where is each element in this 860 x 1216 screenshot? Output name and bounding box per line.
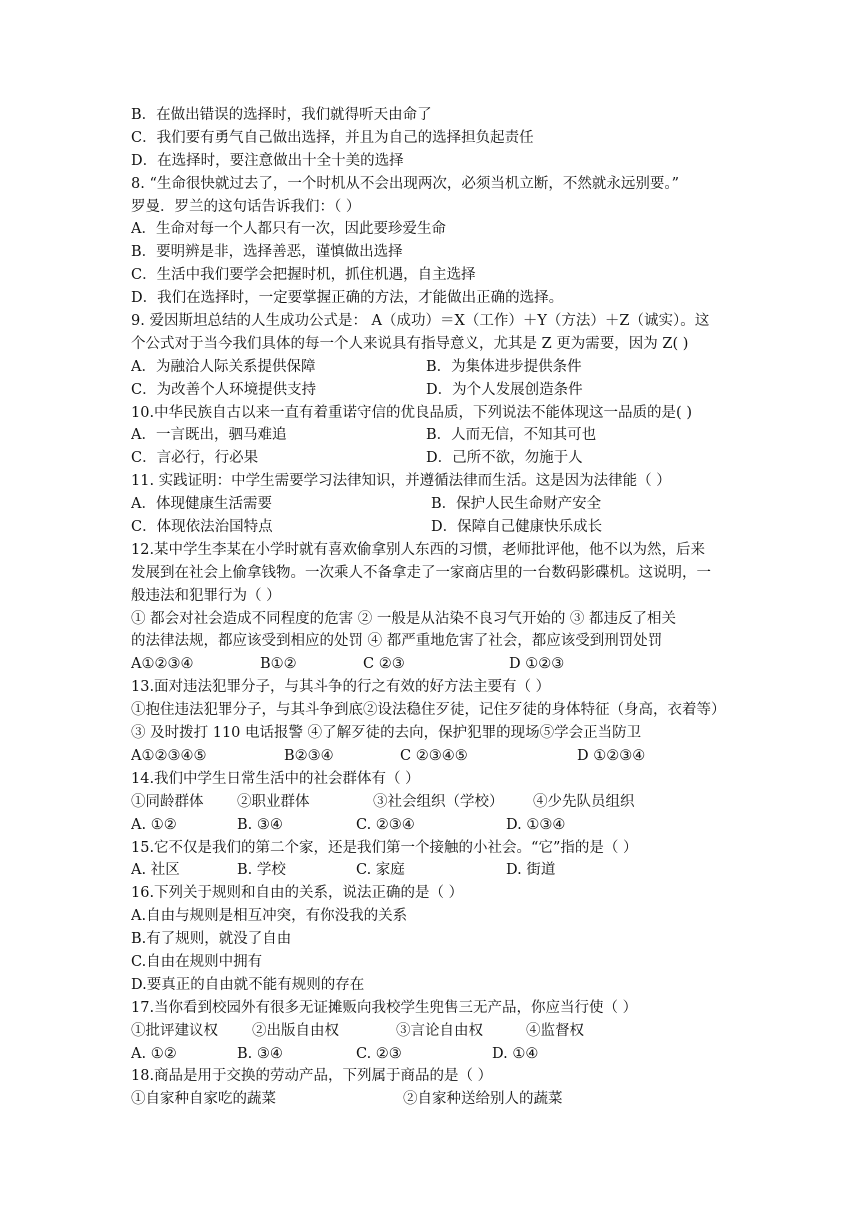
q10-option-d: D．己所不欲，勿施于人 bbox=[426, 450, 583, 467]
q17-option-c: C. ②③ bbox=[356, 1045, 402, 1062]
q11-options-row1 bbox=[131, 493, 736, 516]
q7-option-d: D．在选择时，要注意做出十全十美的选择 bbox=[131, 152, 404, 169]
q17-statement-1: ①批评建议权 bbox=[131, 1022, 218, 1039]
q18-stem: 18.商品是用于交换的劳动产品，下列属于商品的是（ ） bbox=[131, 1068, 493, 1085]
q14-option-c: C. ②③④ bbox=[356, 816, 415, 833]
q17-option-d: D. ①④ bbox=[492, 1045, 539, 1062]
q16-option-c: C.自由在规则中拥有 bbox=[131, 953, 263, 970]
q17-option-a: A. ①② bbox=[131, 1045, 177, 1062]
q13-statements-cont: ③ 及时拨打 110 电话报警 ④了解歹徒的去向，保护犯罪的现场⑤学会正当防卫 bbox=[131, 725, 642, 742]
q12-options bbox=[131, 653, 736, 676]
q18-statement-2: ②自家种送给别人的蔬菜 bbox=[403, 1091, 563, 1108]
q16-stem: 16.下列关于规则和自由的关系，说法正确的是（ ） bbox=[131, 885, 464, 902]
q13-option-b: B②③④ bbox=[284, 747, 334, 764]
q12-stem-cont: 发展到在社会上偷拿钱物。一次乘人不备拿走了一家商店里的一台数码影碟机。这说明，一 bbox=[131, 564, 711, 581]
q9-stem: 9. 爱因斯坦总结的人生成功公式是： A（成功）＝X（工作）＋Y（方法）＋Z（诚实）。这 bbox=[131, 313, 710, 330]
q15-option-d: D. 街道 bbox=[506, 862, 556, 879]
q8-stem: 8. “生命很快就过去了，一个时机从不会出现两次，必须当机立断，不然就永远别要。” bbox=[131, 175, 680, 192]
q13-option-d: D ①②③④ bbox=[577, 747, 646, 764]
q10-options-row2 bbox=[131, 447, 736, 470]
q15-stem: 15.它不仅是我们的第二个家，还是我们第一个接触的小社会。“它”指的是（ ） bbox=[131, 839, 638, 856]
q17-option-b: B. ③④ bbox=[237, 1045, 283, 1062]
question-body bbox=[131, 104, 736, 1111]
q16-option-a: A.自由与规则是相互冲突，有你没我的关系 bbox=[131, 908, 408, 925]
q14-statement-2: ②职业群体 bbox=[237, 793, 310, 810]
q14-statement-1: ①同龄群体 bbox=[131, 793, 204, 810]
q9-option-a: A．为融洽人际关系提供保障 bbox=[131, 358, 316, 375]
q14-options bbox=[131, 814, 736, 837]
q9-options-row2 bbox=[131, 379, 736, 402]
q14-statements bbox=[131, 791, 736, 814]
q12-stem: 12.某中学生李某在小学时就有喜欢偷拿别人东西的习惯，老师批评他，他不以为然，后来 bbox=[131, 541, 706, 558]
q9-option-c: C．为改善个人环境提供支持 bbox=[131, 381, 317, 398]
q12-option-a: A①②③④ bbox=[131, 656, 194, 673]
q7-option-b: B．在做出错误的选择时，我们就得听天由命了 bbox=[131, 107, 432, 123]
q12-stem-end: 般违法和犯罪行为（ ） bbox=[131, 587, 281, 604]
q10-stem: 10.中华民族自古以来一直有着重诺守信的优良品质，下列说法不能体现这一品质的是( ) bbox=[131, 404, 692, 421]
q14-option-a: A. ①② bbox=[131, 816, 177, 833]
q17-statement-4: ④监督权 bbox=[526, 1022, 584, 1039]
q14-option-d: D. ①③④ bbox=[506, 816, 566, 833]
q13-option-c: C ②③④⑤ bbox=[400, 747, 468, 764]
q11-option-a: A．体现健康生活需要 bbox=[131, 496, 272, 513]
q9-options-row1 bbox=[131, 356, 736, 379]
q13-stem: 13.面对违法犯罪分子，与其斗争的行之有效的好方法主要有（ ） bbox=[131, 679, 551, 696]
q8-option-a: A．生命对每一个人都只有一次，因此要珍爱生命 bbox=[131, 221, 446, 238]
q18-statements bbox=[131, 1088, 736, 1111]
q9-stem-cont: 个公式对于当今我们具体的每一个人来说具有指导意义，尤其是 Z 更为需要，因为 Z( ) bbox=[131, 335, 689, 352]
q15-options bbox=[131, 859, 736, 882]
q16-option-d: D.要真正的自由就不能有规则的存在 bbox=[131, 976, 365, 993]
q15-option-b: B. 学校 bbox=[237, 862, 286, 879]
q12-statements: ① 都会对社会造成不同程度的危害 ② 一般是从沾染不良习气开始的 ③ 都违反了相关 bbox=[131, 610, 677, 627]
q12-option-c: C ②③ bbox=[363, 656, 405, 673]
q16-option-b: B.有了规则，就没了自由 bbox=[131, 931, 292, 948]
q9-option-b: B．为集体进步提供条件 bbox=[426, 358, 582, 375]
q11-stem: 11. 实践证明：中学生需要学习法律知识，并遵循法律而生活。这是因为法律能（ ） bbox=[131, 473, 671, 490]
q7-option-c: C．我们要有勇气自己做出选择，并且为自己的选择担负起责任 bbox=[131, 129, 534, 146]
q8-option-b: B．要明辨是非，选择善恶，谨慎做出选择 bbox=[131, 244, 403, 261]
q17-stem: 17.当你看到校园外有很多无证摊贩向我校学生兜售三无产品，你应当行使（ ） bbox=[131, 999, 638, 1016]
q17-statement-2: ②出版自由权 bbox=[252, 1022, 339, 1039]
q9-option-d: D．为个人发展创造条件 bbox=[426, 381, 583, 398]
q15-option-a: A. 社区 bbox=[131, 862, 180, 879]
q11-option-b: B．保护人民生命财产安全 bbox=[431, 496, 602, 513]
q14-statement-4: ④少先队员组织 bbox=[533, 793, 635, 810]
q10-options-row1 bbox=[131, 424, 736, 447]
q15-option-c: C. 家庭 bbox=[356, 862, 405, 879]
q10-option-a: A．一言既出，驷马难追 bbox=[131, 427, 287, 444]
q10-option-c: C．言必行，行必果 bbox=[131, 450, 259, 467]
q17-statements bbox=[131, 1020, 736, 1043]
q14-option-b: B. ③④ bbox=[237, 816, 283, 833]
q13-statements: ①抱住违法犯罪分子，与其斗争到底②设法稳住歹徒，记住歹徒的身体特征（身高，衣着等） bbox=[131, 702, 726, 719]
q12-statements-cont: 的法律法规，都应该受到相应的处罚 ④ 都严重地危害了社会，都应该受到刑罚处罚 bbox=[131, 633, 663, 650]
q13-option-a: A①②③④⑤ bbox=[131, 747, 207, 764]
q13-options bbox=[131, 745, 736, 768]
q8-option-d: D．我们在选择时，一定要掌握正确的方法，才能做出正确的选择。 bbox=[131, 290, 564, 307]
q12-option-b: B①② bbox=[260, 656, 297, 673]
q11-options-row2 bbox=[131, 516, 736, 539]
q11-option-d: D．保障自己健康快乐成长 bbox=[431, 519, 603, 536]
q8-stem-cont: 罗曼．罗兰的这句话告诉我们：（ ） bbox=[131, 198, 361, 215]
q8-option-c: C．生活中我们要学会把握时机，抓住机遇，自主选择 bbox=[131, 267, 476, 284]
q12-option-d: D ①②③ bbox=[509, 656, 565, 673]
q17-statement-3: ③言论自由权 bbox=[396, 1022, 483, 1039]
q14-stem: 14.我们中学生日常生活中的社会群体有（ ） bbox=[131, 770, 420, 787]
q18-statement-1: ①自家种自家吃的蔬菜 bbox=[131, 1091, 276, 1108]
q11-option-c: C．体现依法治国特点 bbox=[131, 519, 273, 536]
q14-statement-3: ③社会组织（学校） bbox=[373, 793, 504, 810]
q10-option-b: B．人而无信，不知其可也 bbox=[426, 427, 597, 444]
q17-options bbox=[131, 1043, 736, 1066]
